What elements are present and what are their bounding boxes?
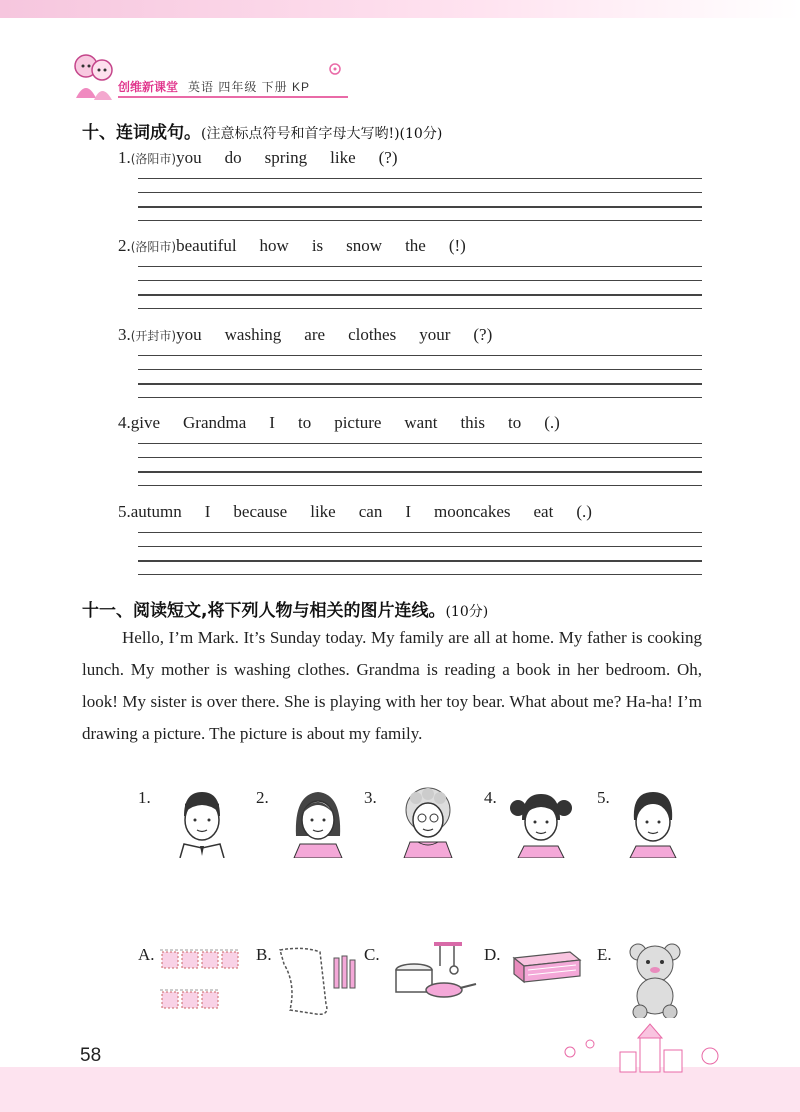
word-token[interactable]: this bbox=[460, 413, 486, 432]
question-source: (开封市) bbox=[130, 329, 177, 343]
flower-icon bbox=[328, 62, 342, 76]
word-token[interactable]: give bbox=[130, 413, 161, 432]
writing-line[interactable] bbox=[138, 294, 702, 296]
person-number-4: 4. bbox=[484, 788, 497, 807]
word-token[interactable]: Grandma bbox=[183, 413, 247, 432]
question-number: 1. bbox=[118, 148, 131, 167]
section-11-title: 十一、阅读短文,将下列人物与相关的图片连线。(10分) bbox=[82, 601, 489, 621]
question-punctuation: (.) bbox=[544, 413, 560, 432]
item-letter-c: C. bbox=[364, 945, 380, 964]
person-number-3: 3. bbox=[364, 788, 377, 807]
header-band bbox=[0, 0, 800, 18]
writing-line[interactable] bbox=[138, 457, 702, 458]
sister-face-icon[interactable] bbox=[508, 786, 574, 858]
section-10-note: (注意标点符号和首字母大写哟!)(10分) bbox=[201, 126, 443, 142]
word-token[interactable]: your bbox=[419, 325, 451, 344]
word-token[interactable]: beautiful bbox=[176, 236, 237, 255]
writing-line[interactable] bbox=[138, 485, 702, 486]
drawing-paper-icon[interactable] bbox=[276, 944, 358, 1018]
word-token[interactable]: you bbox=[176, 148, 202, 167]
question-punctuation: (?) bbox=[378, 148, 398, 167]
writing-line[interactable] bbox=[138, 355, 702, 356]
word-token[interactable]: autumn bbox=[130, 502, 182, 521]
question-2 bbox=[118, 236, 466, 256]
word-token[interactable]: I bbox=[269, 413, 275, 432]
writing-line[interactable] bbox=[138, 532, 702, 533]
writing-line[interactable] bbox=[138, 178, 702, 179]
word-token[interactable]: I bbox=[405, 502, 411, 521]
question-number: 2. bbox=[118, 236, 131, 255]
word-token[interactable]: mooncakes bbox=[434, 502, 511, 521]
word-token[interactable]: I bbox=[204, 502, 211, 521]
word-token[interactable]: can bbox=[358, 502, 383, 521]
question-punctuation: (?) bbox=[473, 325, 493, 344]
writing-line[interactable] bbox=[138, 383, 702, 385]
mark-face-icon[interactable] bbox=[622, 786, 684, 858]
person-number-2: 2. bbox=[256, 788, 269, 807]
item-letter-b: B. bbox=[256, 945, 272, 964]
person-number-5: 5. bbox=[597, 788, 610, 807]
toy-bear-icon[interactable] bbox=[624, 938, 686, 1018]
word-token[interactable]: are bbox=[304, 325, 326, 344]
question-punctuation: (.) bbox=[576, 502, 592, 521]
writing-line[interactable] bbox=[138, 471, 702, 473]
cartoon-kids-logo-icon bbox=[70, 48, 118, 102]
word-token[interactable]: picture bbox=[334, 413, 382, 432]
laundry-clothes-icon[interactable] bbox=[158, 944, 242, 1016]
header-brand: 创维新课堂 bbox=[118, 80, 179, 94]
section-11-note: (10分) bbox=[445, 604, 489, 620]
writing-line[interactable] bbox=[138, 397, 702, 398]
question-punctuation: (!) bbox=[448, 236, 466, 255]
item-letter-d: D. bbox=[484, 945, 501, 964]
writing-line[interactable] bbox=[138, 266, 702, 267]
writing-line[interactable] bbox=[138, 546, 702, 547]
word-token[interactable]: want bbox=[404, 413, 438, 432]
question-3 bbox=[118, 325, 492, 345]
question-1 bbox=[118, 148, 398, 168]
question-number: 3. bbox=[118, 325, 131, 344]
writing-line[interactable] bbox=[138, 192, 702, 193]
word-token[interactable]: spring bbox=[264, 148, 308, 167]
question-5 bbox=[118, 502, 592, 522]
writing-line[interactable] bbox=[138, 574, 702, 575]
header-book-info: 英语 四年级 下册 KP bbox=[188, 80, 311, 94]
question-source: (洛阳市) bbox=[130, 240, 177, 254]
mother-face-icon[interactable] bbox=[286, 786, 350, 858]
word-token[interactable]: to bbox=[297, 413, 312, 432]
writing-line[interactable] bbox=[138, 369, 702, 370]
question-source: (洛阳市) bbox=[130, 152, 177, 166]
writing-line[interactable] bbox=[138, 220, 702, 221]
question-4 bbox=[118, 413, 560, 433]
reading-passage: Hello, I’m Mark. It’s Sunday today. My family are all at home. My father is cooking lunch. My mother is washing clothes. Grandma is reading a book in her bedroom. Oh, look! My sister is over there. She is playing with her toy bear. What about me? Ha-ha! I’m drawing a picture. The picture is about my family. bbox=[82, 628, 702, 743]
section-10-title: 十、连词成句。(注意标点符号和首字母大写哟!)(10分) bbox=[82, 123, 443, 143]
writing-line[interactable] bbox=[138, 443, 702, 444]
question-number: 4. bbox=[118, 413, 131, 432]
person-number-1: 1. bbox=[138, 788, 151, 807]
cooking-pots-icon[interactable] bbox=[392, 940, 478, 1006]
word-token[interactable]: because bbox=[233, 502, 288, 521]
word-token[interactable]: washing bbox=[224, 325, 282, 344]
word-token[interactable]: clothes bbox=[348, 325, 397, 344]
writing-line[interactable] bbox=[138, 308, 702, 309]
book-icon[interactable] bbox=[510, 948, 584, 986]
word-token[interactable]: do bbox=[224, 148, 242, 167]
word-token[interactable]: like bbox=[310, 502, 336, 521]
castle-decoration-icon bbox=[550, 1022, 730, 1074]
item-letter-e: E. bbox=[597, 945, 612, 964]
item-letter-a: A. bbox=[138, 945, 155, 964]
question-number: 5. bbox=[118, 502, 131, 521]
word-token[interactable]: the bbox=[405, 236, 426, 255]
writing-line[interactable] bbox=[138, 560, 702, 562]
grandma-face-icon[interactable] bbox=[396, 784, 460, 858]
word-token[interactable]: eat bbox=[533, 502, 554, 521]
word-token[interactable]: to bbox=[508, 413, 522, 432]
word-token[interactable]: snow bbox=[346, 236, 383, 255]
page-number: 58 bbox=[80, 1045, 102, 1066]
header-underline bbox=[118, 96, 348, 98]
word-token[interactable]: you bbox=[176, 325, 202, 344]
writing-line[interactable] bbox=[138, 206, 702, 208]
writing-line[interactable] bbox=[138, 280, 702, 281]
word-token[interactable]: how bbox=[259, 236, 289, 255]
word-token[interactable]: is bbox=[311, 236, 324, 255]
father-face-icon[interactable] bbox=[170, 786, 234, 858]
word-token[interactable]: like bbox=[330, 148, 356, 167]
